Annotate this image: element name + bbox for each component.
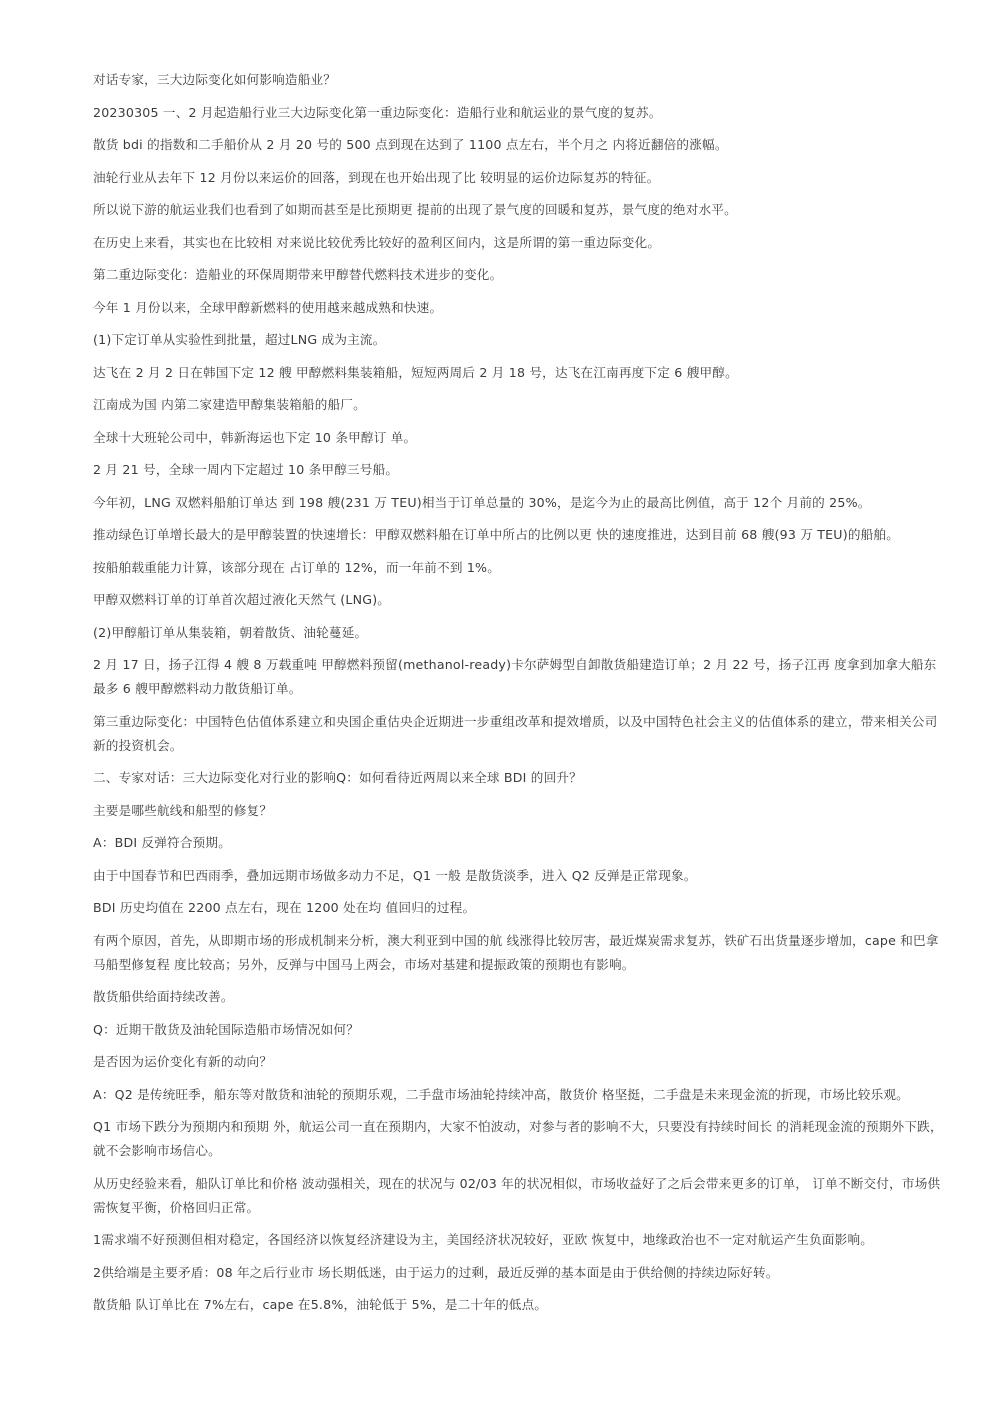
paragraph: 散货船 队订单比在 7%左右，cape 在5.8%，油轮低于 5%，是二十年的低点。 (93, 1297, 548, 1312)
paragraph: 散货船供给面持续改善。 (93, 989, 234, 1004)
paragraph: Q：近期干散货及油轮国际造船市场情况如何？ (93, 1021, 359, 1037)
paragraph: 20230305 一、2 月起造船行业三大边际变化第一重边际变化：造船行业和航运业的景气度的复苏。 (93, 104, 662, 120)
paragraph: 今年初，LNG 双燃料船舶订单达 到 198 艘(231 万 TEU)相当于订单总量的 30%，是迄今为止的最高比例值，高于 12个 月前的 25%。 (93, 494, 871, 510)
paragraph: 由于中国春节和巴西雨季，叠加远期市场做多动力不足，Q1 一般 是散货淡季，进入 Q2 反弹是正常现象。 (93, 867, 697, 883)
paragraph: 有两个原因，首先，从即期市场的形成机制来分析，澳大利亚到中国的航 线涨得比较厉害，最近煤炭需求复苏，铁矿石出货量逐步增加，cape 和巴拿马船型修复程 度比较高；另外，反弹与中国马上两会，市场对基建和提振政策的预期也有影响。 (93, 932, 939, 972)
paragraph: 散货 bdi 的指数和二手船价从 2 月 20 号的 500 点到现在达到了 1100 点左右，半个月之 内将近翻倍的涨幅。 (93, 137, 728, 152)
paragraph: 2供给端是主要矛盾：08 年之后行业市 场长期低迷，由于运力的过剩，最近反弹的基本面是由于供给侧的持续边际好转。 (93, 1264, 779, 1280)
paragraph: 全球十大班轮公司中，韩新海运也下定 10 条甲醇订 单。 (93, 429, 417, 445)
paragraph: A：BDI 反弹符合预期。 (93, 835, 232, 850)
paragraph: 主要是哪些航线和船型的修复？ (93, 802, 273, 818)
paragraph: 第三重边际变化：中国特色估值体系建立和央国企重估央企近期进一步重组改革和提效增质，以及中国特色社会主义的估值体系的建立，带来相关公司新的投资机会。 (93, 713, 938, 753)
paragraph: 在历史上来看，其实也在比较相 对来说比较优秀比较好的盈利区间内，这是所谓的第一重边际变化。 (93, 234, 661, 250)
paragraph: 油轮行业从去年下 12 月份以来运价的回落，到现在也开始出现了比 较明显的运价边际复苏的特征。 (93, 169, 660, 185)
paragraph: 第二重边际变化：造船业的环保周期带来甲醇替代燃料技术进步的变化。 (93, 267, 503, 282)
paragraph: 从历史经验来看，船队订单比和价格 波动强相关，现在的状况与 02/03 年的状况相似，市场收益好了之后会带来更多的订单， 订单不断交付，市场供需恢复平衡，价格回归正常。 (93, 1175, 941, 1215)
paragraph: 按船舶载重能力计算，该部分现在 占订单的 12%，而一年前不到 1%。 (93, 559, 501, 575)
paragraph: 1需求端不好预测但相对稳定，各国经济以恢复经济建设为主，美国经济状况较好，亚欧 恢复中，地缘政治也不一定对航运产生负面影响。 (93, 1232, 874, 1247)
paragraph: BDI 历史均值在 2200 点左右，现在 1200 处在均 值回归的过程。 (93, 900, 476, 915)
paragraph: (1)下定订单从实验性到批量，超过LNG 成为主流。 (93, 332, 386, 347)
paragraph: 江南成为国 内第二家建造甲醇集装箱船的船厂。 (93, 397, 366, 412)
paragraph: 甲醇双燃料订单的订单首次超过液化天然气 (LNG)。 (93, 592, 391, 607)
paragraph: (2)甲醇船订单从集装箱，朝着散货、油轮蔓延。 (93, 624, 368, 640)
document-title: 对话专家，三大边际变化如何影响造船业？ (93, 72, 337, 87)
paragraph: 二、专家对话：三大边际变化对行业的影响Q：如何看待近两周以来全球 BDI 的回升？ (93, 770, 582, 785)
document-body (93, 68, 949, 1326)
paragraph: 今年 1 月份以来，全球甲醇新燃料的使用越来越成熟和快速。 (93, 299, 443, 315)
paragraph: 2 月 21 号，全球一周内下定超过 10 条甲醇三号船。 (93, 462, 399, 477)
paragraph: 所以说下游的航运业我们也看到了如期而甚至是比预期更 提前的出现了景气度的回暖和复苏，景气度的绝对水平。 (93, 202, 737, 217)
paragraph: 推动绿色订单增长最大的是甲醇装置的快速增长：甲醇双燃料船在订单中所占的比例以更 快的速度推进，达到目前 68 艘(93 万 TEU)的船舶。 (93, 527, 900, 542)
paragraph: Q1 市场下跌分为预期内和预期 外，航运公司一直在预期内，大家不怕波动，对参与者的影响不大，只要没有持续时间长 的消耗现金流的预期外下跌，就不会影响市场信心。 (93, 1119, 943, 1158)
paragraph: 2 月 17 日，扬子江得 4 艘 8 万载重吨 甲醇燃料预留(methanol-ready)卡尔萨姆型自卸散货船建造订单；2 月 22 号，扬子江再 度拿到加拿大船东最多 6 艘甲醇燃料动力散货船订单。 (93, 657, 937, 696)
paragraph: A：Q2 是传统旺季，船东等对散货和油轮的预期乐观，二手盘市场油轮持续冲高，散货价 格坚挺，二手盘是未来现金流的折现，市场比较乐观。 (93, 1086, 909, 1102)
paragraph: 是否因为运价变化有新的动向？ (93, 1054, 273, 1069)
paragraph: 达飞在 2 月 2 日在韩国下定 12 艘 甲醇燃料集装箱船，短短两周后 2 月 18 号，达飞在江南再度下定 6 艘甲醇。 (93, 364, 738, 380)
